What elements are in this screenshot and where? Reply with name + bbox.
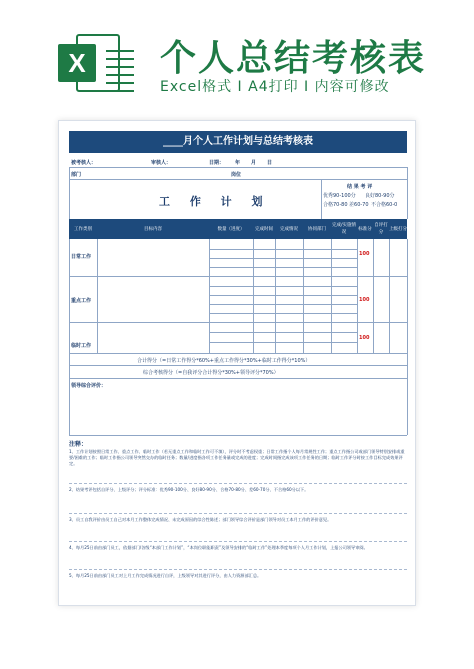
- divider: [69, 483, 407, 484]
- divider: [69, 167, 70, 219]
- grid-line: [209, 249, 357, 250]
- grid-line: [357, 239, 358, 353]
- overall-score-formula: 综合考核得分（=自我评分合计得分*30%+领导评分*70%）: [143, 370, 279, 376]
- col-category: 工作类别: [74, 226, 92, 232]
- day-label: 日: [267, 160, 273, 166]
- col-quantity: 数量（进度）: [217, 226, 245, 232]
- sheet-title: 月个人工作计划与总结考核表: [183, 136, 313, 147]
- grid-line: [209, 258, 357, 259]
- grid-line: [97, 239, 98, 353]
- grade-poor: 差60-70: [349, 202, 369, 208]
- grading-title: 结 果 考 评: [347, 184, 373, 190]
- document-sheet: [58, 120, 416, 606]
- col-finish-time: 完成时间: [255, 226, 273, 232]
- divider: [407, 167, 408, 219]
- note-item: 2、结果考评包括自评分、上级评分；评分标准：优秀90-100分、良好80-90分、合格70-80分、差60-70分、不合格60分以下。: [69, 487, 309, 492]
- col-status: 完成情况: [280, 226, 298, 232]
- table-header: [69, 219, 407, 239]
- assessee-label: 被考核人：: [71, 160, 97, 166]
- grid-line: [209, 342, 357, 343]
- sheet-title-prefix: ____: [163, 136, 183, 147]
- grid-line: [389, 239, 390, 353]
- category-daily: 日常工作: [71, 254, 92, 260]
- grade-fair: 合格70-80: [323, 202, 348, 208]
- divider: [69, 541, 407, 542]
- col-implementation: 完成/实施情况: [331, 223, 357, 235]
- note-item: 3、员工自我评价由员工自己对本月工作整体完成情况、未完成原因的综合性陈述；部门领导综合评价是部门领导对员工本月工作的评价意见。: [69, 517, 332, 522]
- grade-good: 良好80-90分: [365, 193, 395, 199]
- note-item: 4、每月25日前由部门员工，依据部门/各级“本部门工作计划”，“本岗位职能职责”及领导安排的“临时工作”处理本季度每项个人月工作计划，上报公司领导审阅。: [69, 545, 368, 550]
- category-key: 重点工作: [71, 298, 92, 304]
- grid-line: [69, 435, 407, 436]
- note-item: 1、工作计划按照日常工作、重点工作、临时工作（若无重点工作和临时工作可不填），评分时不考虑权重；日常工作指个人每月常规性工作；重点工作指公司或部门领导特别安排或重要/困难的工作；临时工作指公司领导突然交办的临时任务；数量/进度指各项工作任务量或完成的进度；完成时间指完成该项工作任务的日期；临时工作评分时按工作目标完成效果评定。: [69, 449, 405, 466]
- grid-line: [69, 322, 407, 323]
- grid-line: [69, 239, 70, 379]
- banner-subtitle: Excel格式 I A4打印 I 内容可修改: [160, 79, 390, 95]
- standard-score-key: 100: [359, 297, 370, 303]
- month-label: 月: [251, 160, 257, 166]
- divider: [321, 179, 322, 219]
- col-coop-dept: 协同部门: [308, 226, 326, 232]
- grid-line: [275, 239, 276, 353]
- date-label: 日期：: [209, 160, 225, 166]
- banner-title: 个人总结考核表: [160, 38, 427, 79]
- grid-line: [209, 286, 357, 287]
- grid-line: [373, 239, 374, 353]
- grid-line: [331, 239, 332, 353]
- note-item: 5、每月25日前由部门员工对上月工作完成情况进行自评，上级领导对其进行评分，由人力资源部汇总。: [69, 573, 262, 578]
- col-standard-score: 标准分: [358, 226, 372, 232]
- standard-score-daily: 100: [359, 251, 370, 257]
- sheet-title-bar: [69, 131, 407, 153]
- col-leader-score: 上级打分: [389, 226, 407, 232]
- grid-line: [209, 304, 357, 305]
- grid-line: [209, 295, 357, 296]
- grade-fail: 不合格60-0: [371, 202, 398, 208]
- grid-line: [407, 239, 408, 435]
- department-label: 部门: [71, 172, 82, 178]
- position-label: 岗位: [231, 172, 242, 178]
- col-self-score: 自评打分: [374, 223, 388, 235]
- excel-icon-letter: X: [58, 44, 96, 82]
- divider: [69, 167, 407, 168]
- category-temp: 临时工作: [71, 343, 92, 349]
- excel-icon: [58, 34, 120, 92]
- grid-line: [209, 267, 357, 268]
- leader-comment-label: 领导综合评价：: [71, 383, 107, 389]
- col-target: 目标内容: [144, 226, 162, 232]
- grid-line: [69, 378, 407, 379]
- grid-line: [69, 365, 407, 366]
- grid-line: [69, 353, 407, 354]
- total-score-formula: 合计得分（=日常工作得分*60%+重点工作得分*30%+临时工作得分*10%）: [137, 358, 311, 364]
- grid-line: [209, 332, 357, 333]
- divider: [69, 513, 407, 514]
- plan-title: 工 作 计 划: [159, 195, 271, 208]
- grid-line: [69, 276, 407, 277]
- grade-excellent: 优秀90-100分: [323, 193, 356, 199]
- grid-line: [209, 239, 210, 353]
- standard-score-temp: 100: [359, 335, 370, 341]
- divider: [69, 569, 407, 570]
- banner: [0, 0, 474, 112]
- divider: [69, 179, 407, 180]
- grid-line: [209, 313, 357, 314]
- grid-line: [253, 239, 254, 353]
- notes-title: 注释：: [69, 441, 88, 448]
- grid-line: [69, 378, 70, 435]
- grid-line: [303, 239, 304, 353]
- year-label: 年: [235, 160, 241, 166]
- evaluator-label: 审核人：: [151, 160, 172, 166]
